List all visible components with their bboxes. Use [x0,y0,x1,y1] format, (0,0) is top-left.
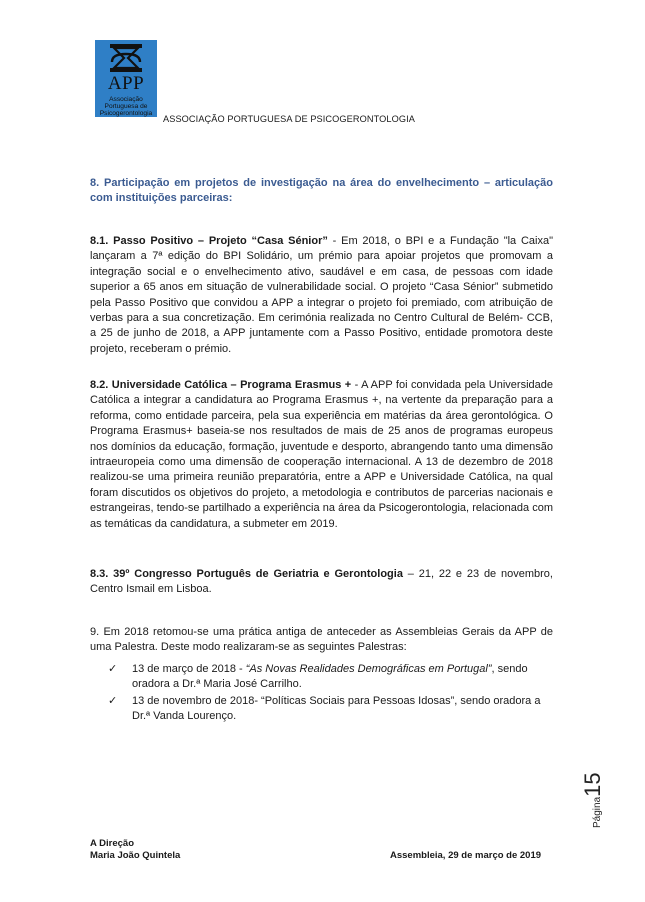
footer-signature [90,838,180,862]
footer-date: Assembleia, 29 de março de 2019 [390,850,542,861]
list-item [108,662,558,693]
section-8-2-text: - A APP foi convidada pela Universidade Católica a integrar a candidatura ao Programa Erasmus +, na vertente da preparação para a reforma, como entidade parceira, pela sua experiência em matérias da área gerontológica. O Programa Erasmus+ baseia-se nos resultados de mais de 25 anos de programas europeus nos domínios da educação, formação, juventude e desporto, abrangendo tanto uma dimensão intraeuropeia como uma dimensão de cooperação internacional. A 13 de dezembro de 2018 realizou-se uma primeira reunião preparatória, entre a APP e Universidade Católica, na qual foram discutidos os objetivos do projeto, a metodologia e contributos de parcerias nacionais e estrangeiras, tendo-se partilhado a experiência na área da Psicogerontologia, relacionada com as temáticas da candidatura, a submeter em 2019. [90,379,553,530]
section-8-2-paragraph [90,378,553,532]
footer-line: Maria João Quintela [90,850,181,861]
section-8-1-paragraph [90,234,553,357]
lecture-list [108,662,558,726]
logo-name [95,96,157,117]
list-item-text: 13 de março de 2018 - [132,663,246,675]
list-item-italic: “As Novas Realidades Demográficas em Portugal” [245,663,492,675]
section-8-3-heading: 8.3. 39º Congresso Português de Geriatria e Gerontologia [90,568,403,580]
organization-name: ASSOCIAÇÃO PORTUGUESA DE PSICOGERONTOLOGIA [163,114,415,124]
logo-name-line: Psicogerontologia [99,110,153,117]
section-8-2 [90,378,553,532]
section-8-3 [90,567,553,598]
section-8-2-heading: 8.2. Universidade Católica – Programa Erasmus + [90,379,352,391]
section-8-1-text: - Em 2018, o BPI e a Fundação "la Caixa" lançaram a 7ª edição do BPI Solidário, um prémio para apoiar projetos que promovam a integração social e o envelhecimento ativo, saudável e em casa, de pessoas com idade superior a 65 anos em situação de vulnerabilidade social. O projeto “Casa Sénior” submetido pela Passo Positivo que convidou a APP a integrar o projeto foi premiado, com atribuição de verbas para a sua concretização. Em cerimónia realizada no Centro Cultural de Belém- CCB, a 25 de junho de 2018, a APP juntamente com a Passo Positivo, entidade promotora deste projeto, receberam o prémio. [90,235,553,355]
section-8-1-heading: 8.1. Passo Positivo – Projeto “Casa Sénior” [90,235,328,247]
app-logo [95,40,157,117]
hourglass-omega-icon [108,42,144,74]
logo-abbreviation: APP [107,73,145,94]
logo-name-line: Associação [109,96,143,103]
footer-line: A Direção [90,838,134,849]
page-digits: 15 [580,772,605,797]
logo-name-line: Portuguesa de [104,103,148,110]
page-number [580,772,606,828]
section-9 [90,625,553,656]
page-label: Página [592,796,603,828]
section-8-1 [90,234,553,357]
checkmark-icon: ✓ [108,694,118,707]
list-item [108,694,558,725]
list-item-text: 13 de novembro de 2018- “Políticas Sociais para Pessoas Idosas”, sendo oradora a Dr.ª Vanda Lourenço. [132,694,541,723]
section-8-3-paragraph [90,567,553,598]
section-8-3-text: – 21, 22 e 23 de novembro, Centro Ismail em Lisboa. [90,568,553,596]
checkmark-icon: ✓ [108,663,118,675]
section-8-title-text: 8. Participação em projetos de investigação na área do envelhecimento – articulação com instituições parceiras: [90,177,553,205]
list-item-text-end: , sendo oradora a Dr.ª Maria José Carrilho. [132,663,528,691]
section-8-title [90,176,553,207]
section-9-paragraph: 9. Em 2018 retomou-se uma prática antiga de anteceder as Assembleias Gerais da APP de uma Palestra. Deste modo realizaram-se as seguintes Palestras: [90,626,553,654]
